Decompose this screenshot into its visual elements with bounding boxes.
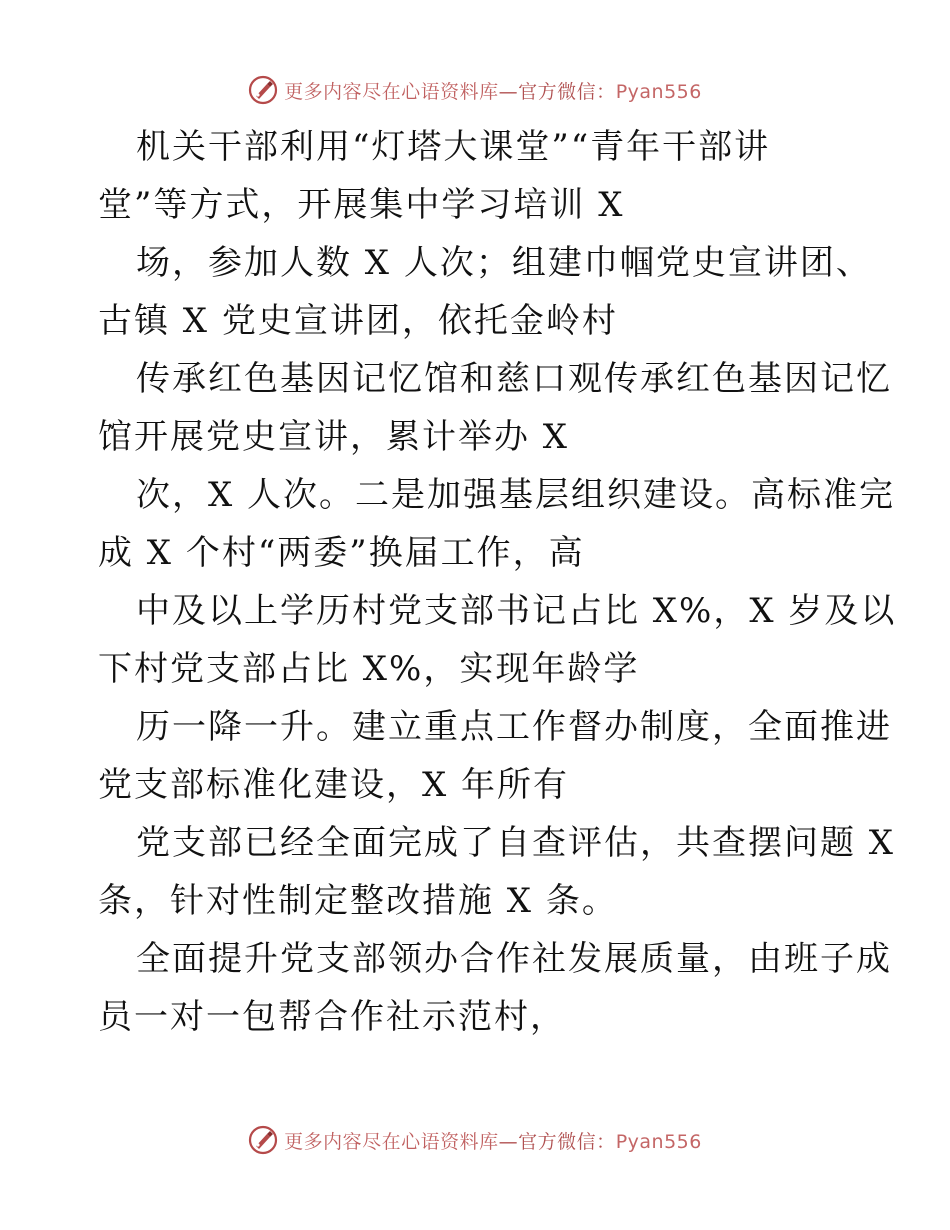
text-line: 下村党支部占比 X%，实现年龄学 [98,649,640,689]
text-line: 成 X 个村“两委”换届工作，高 [98,533,585,573]
text-line: 党支部标准化建设，X 年所有 [98,765,570,805]
header-watermark [0,72,950,108]
text-line: 机关干部利用“灯塔大课堂”“青年干部讲 [136,127,771,167]
text-line: 条，针对性制定整改措施 X 条。 [98,881,618,921]
text-line: 全面提升党支部领办合作社发展质量，由班子成 [136,939,892,979]
text-line: 馆开展党史宣讲，累计举办 X [98,417,570,457]
watermark-wechat-label: —官方微信： [498,80,616,103]
pen-logo-icon [248,1125,278,1155]
text-line: 党支部已经全面完成了自查评估，共查摆问题 X [136,823,896,863]
watermark-site-text: 更多内容尽在心语资料库 [284,80,499,103]
pen-logo-icon [248,75,278,105]
text-line: 中及以上学历村党支部书记占比 X%，X 岁及以 [136,591,897,631]
text-line: 古镇 X 党史宣讲团，依托金岭村 [98,301,618,341]
text-line: 传承红色基因记忆馆和慈口观传承红色基因记忆 [136,359,892,399]
text-line: 场，参加人数 X 人次；组建巾帼党史宣讲团、 [136,243,872,283]
watermark-wechat-label: —官方微信： [498,1130,616,1153]
document-body [98,118,897,1046]
text-line: 员一对一包帮合作社示范村， [98,997,566,1037]
text-line: 堂”等方式，开展集中学习培训 X [98,185,625,225]
text-line: 次，X 人次。二是加强基层组织建设。高标准完 [136,475,896,515]
text-line: 历一降一升。建立重点工作督办制度，全面推进 [136,707,892,747]
watermark-site-text: 更多内容尽在心语资料库 [284,1130,499,1153]
watermark-wechat-id: Pyan556 [615,80,702,103]
footer-watermark [0,1122,950,1158]
watermark-wechat-id: Pyan556 [615,1130,702,1153]
